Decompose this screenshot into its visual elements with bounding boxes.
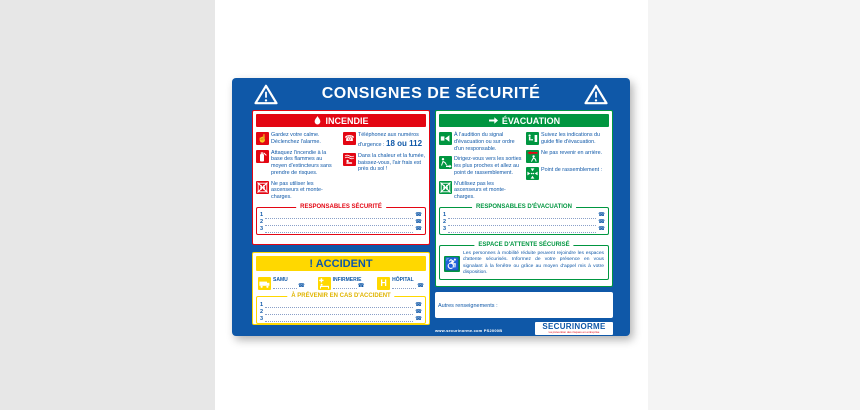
- contact-label: HÔPITAL: [392, 276, 414, 283]
- other-info-box: [435, 292, 613, 318]
- instruction-item: [526, 167, 609, 180]
- exit-sign-icon: [526, 132, 539, 145]
- prevenir-box: [256, 293, 426, 324]
- fill-in-line: 3 ☎: [443, 226, 605, 233]
- safety-poster: [232, 78, 630, 336]
- fill-in-line: 2 ☎: [260, 308, 422, 315]
- dotted-line: [448, 220, 596, 226]
- instruction-text: À l'audition du signal d'évacuation ou sur ordre d'un responsable.: [454, 132, 515, 152]
- stay-low-icon: [343, 153, 356, 166]
- instruction-item: [439, 156, 522, 176]
- phone-icon: ☎: [343, 132, 356, 145]
- instruction-item: [256, 150, 339, 177]
- instruction-item: [343, 153, 426, 173]
- dotted-line: [265, 316, 413, 322]
- assembly-point-icon: [526, 167, 539, 180]
- first-aid-icon: [318, 277, 331, 290]
- arrow-right-icon: [488, 116, 499, 125]
- contact-infirmerie: [318, 277, 365, 290]
- dotted-line: [265, 309, 413, 315]
- responsables-evacuation-title: RESPONSABLES D'ÉVACUATION: [472, 204, 576, 210]
- espace-attente-box: [439, 241, 609, 281]
- instruction-text: Téléphonez aux numéros d'urgence : 18 ou 112: [358, 132, 423, 148]
- dotted-line: [265, 227, 413, 233]
- dotted-line: [392, 284, 416, 289]
- phone-small-icon: ☎: [415, 301, 422, 308]
- no-elevator-icon: [439, 181, 452, 194]
- evacuation-header-label: ÉVACUATION: [501, 115, 561, 126]
- warning-triangle-icon: [584, 84, 608, 105]
- instruction-text: Gardez votre calme. Déclenchez l'alarme.: [271, 132, 321, 145]
- brand-tagline: La prévention des risques en entreprise: [548, 330, 600, 335]
- phone-small-icon: ☎: [415, 212, 422, 219]
- footer-url: www.securinorme.com PS2000B: [435, 328, 503, 333]
- contact-label: INFIRMERIE: [332, 276, 362, 283]
- instruction-text: Dirigez-vous vers les sorties les plus proches et allez au point de rassemblement.: [454, 156, 522, 176]
- instruction-text: Ne pas utiliser les ascenseurs et monte-charges.: [271, 180, 323, 200]
- phone-small-icon: ☎: [417, 282, 424, 289]
- instruction-item: [526, 132, 609, 146]
- instruction-item: [256, 132, 339, 146]
- evacuation-header: [439, 114, 609, 127]
- exit-running-icon: [439, 156, 452, 169]
- responsables-evacuation-box: [439, 203, 609, 235]
- contact-label: SAMU: [273, 276, 288, 283]
- fill-in-line: 3 ☎: [260, 315, 422, 322]
- phone-small-icon: ☎: [415, 219, 422, 226]
- phone-small-icon: ☎: [298, 282, 305, 289]
- brand-name: SECURINORME: [542, 321, 606, 331]
- instruction-text: Point de rassemblement :: [541, 166, 603, 173]
- responsables-securite-title: RESPONSABLES SÉCURITÉ: [296, 204, 386, 210]
- instruction-text: Suivez les indications du guide file d'évacuation.: [541, 132, 601, 145]
- emergency-numbers: 18 ou 112: [386, 138, 423, 148]
- accident-contacts: [253, 274, 429, 290]
- poster-title: CONSIGNES DE SÉCURITÉ: [321, 85, 541, 102]
- flame-icon: [313, 115, 322, 126]
- phone-small-icon: ☎: [598, 226, 605, 233]
- alarm-button-icon: ☝: [256, 132, 269, 145]
- fill-in-line: 3 ☎: [260, 226, 422, 233]
- accident-panel: [252, 252, 430, 325]
- poster-footer: [435, 322, 613, 335]
- incendie-header: [256, 114, 426, 127]
- hospital-icon: H: [377, 277, 390, 290]
- warning-triangle-icon: [254, 84, 278, 105]
- brand-logo: [535, 322, 613, 335]
- contact-hopital: [377, 277, 424, 290]
- wheelchair-icon: ♿: [444, 256, 460, 271]
- no-elevator-icon: [256, 181, 269, 194]
- instruction-item: [343, 132, 426, 149]
- dotted-line: [265, 220, 413, 226]
- prevenir-title: À PRÉVENIR EN CAS D'ACCIDENT: [287, 293, 394, 299]
- ambulance-icon: [258, 277, 271, 290]
- fill-in-line: 1 ☎: [260, 301, 422, 308]
- phone-small-icon: ☎: [415, 226, 422, 233]
- incendie-header-label: INCENDIE: [325, 115, 369, 126]
- fill-in-line: 2 ☎: [260, 219, 422, 226]
- instruction-item: [439, 181, 522, 201]
- phone-small-icon: ☎: [598, 212, 605, 219]
- fill-in-line: 1 ☎: [260, 212, 422, 219]
- dotted-line: [265, 302, 413, 308]
- poster-header: [232, 78, 630, 110]
- instruction-text: Dans la chaleur et la fumée, baissez-vous, l'air frais est près du sol !: [358, 152, 426, 173]
- incendie-panel: [252, 110, 430, 245]
- fill-in-line: 2 ☎: [443, 219, 605, 226]
- dotted-line: [273, 284, 297, 289]
- instruction-text: N'utilisez pas les ascenseurs et monte-charges.: [454, 180, 506, 200]
- dotted-line: [333, 284, 357, 289]
- accident-header: [256, 256, 426, 271]
- dotted-line: [448, 227, 596, 233]
- phone-small-icon: ☎: [598, 219, 605, 226]
- evacuation-panel: [435, 110, 613, 287]
- espace-attente-text: Les personnes à mobilité réduite peuvent rejoindre les espaces d'attente sécurisés. Informez de votre présence en vous signalant à la fenêtre ou grâce au moyen d'appel mis à votre disposition.: [463, 250, 604, 275]
- other-info-label: Autres renseignements :: [438, 303, 498, 309]
- alarm-sounder-icon: [439, 132, 452, 145]
- phone-small-icon: ☎: [415, 315, 422, 322]
- dotted-line: [448, 213, 596, 219]
- phone-small-icon: ☎: [357, 282, 365, 289]
- phone-small-icon: ☎: [415, 308, 422, 315]
- no-return-icon: [526, 150, 539, 163]
- contact-samu: [258, 277, 305, 290]
- instruction-text: Attaquez l'incendie à la base des flammes au moyen d'extincteurs sans prendre de risques.: [271, 149, 332, 176]
- accident-header-label: ! ACCIDENT: [309, 257, 373, 270]
- dotted-line: [265, 213, 413, 219]
- instruction-item: [439, 132, 522, 152]
- instruction-text: Ne pas revenir en arrière.: [541, 149, 603, 156]
- instruction-item: [526, 150, 609, 163]
- fill-in-line: 1 ☎: [443, 212, 605, 219]
- espace-attente-title: ESPACE D'ATTENTE SÉCURISÉ: [474, 242, 573, 248]
- instruction-item: [256, 181, 339, 201]
- fire-extinguisher-icon: [256, 150, 269, 163]
- responsables-securite-box: [256, 203, 426, 235]
